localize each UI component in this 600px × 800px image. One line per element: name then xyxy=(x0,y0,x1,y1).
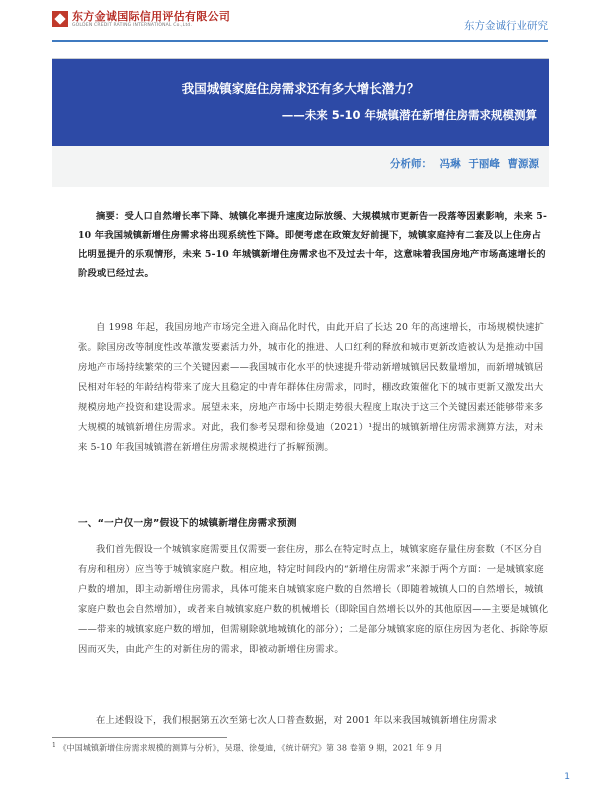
body-paragraph-1: 自 1998 年起，我国房地产市场完全进入商品化时代，由此开启了长达 20 年的高速增长，市场规模快速扩张。除国房改等制度性改革激发要素活力外，城市化的推进、人口红利的释放和城市更新改造被认为是推动中国房地产市场持续繁荣的三个关键因素——我国城市化水平的快速提升带动新增城镇居民数量增加，而新增城镇居民相对年轻的年龄结构带来了庞大且稳定的中青年群体住房需求，同时，棚改政策催化下的城市更新又激发出大规模房地产投资和建设需求。展望未来，房地产市场中长期走势很大程度上取决于这三个关键因素还能够带来多大规模的城镇新增住房需求。对此，我们参考吴璟和徐曼迪（2021）¹提出的城镇新增住房需求测算方法，对未来 5-10 年我国城镇潜在新增住房需求规模进行了拆解预测。 xyxy=(78,322,545,453)
logo-chinese-name: 东方金诚国际信用评估有限公司 xyxy=(72,10,231,23)
page-header xyxy=(0,0,600,46)
page-number: 1 xyxy=(564,772,570,782)
footnote-text: 《中国城镇新增住房需求规模的测算与分析》，吴璟、徐曼迪，《统计研究》第 38 卷第 9 期，2021 年 9 月 xyxy=(58,743,443,753)
report-category-tag: 东方金诚行业研究 xyxy=(464,20,548,32)
footnote-divider xyxy=(52,737,227,738)
analyst-names: 分析师： 冯琳 于丽峰 曹源源 xyxy=(390,158,539,170)
title-banner-background xyxy=(52,59,549,146)
footnote-mark: 1 xyxy=(52,742,56,749)
section-heading: 一、“一户仅一房”假设下的城镇新增住房需求预测 xyxy=(78,518,297,529)
title-banner xyxy=(52,58,549,187)
logo-icon xyxy=(52,11,68,27)
footnote xyxy=(52,742,443,754)
body-paragraph-2: 我们首先假设一个城镇家庭需要且仅需要一套住房，那么在特定时点上，城镇家庭存量住房套数（不区分自有房和租房）应当等于城镇家庭户数。相应地，特定时间段内的“新增住房需求”来源于两个方面：一是城镇家庭户数的增加，即主动新增住房需求，具体可能来自城镇家庭户数的自然增长（即随着城镇人口的自然增长，城镇家庭户数也会自然增加），或者来自城镇家庭户数的机械增长（即除国自然增长以外的其他原因——主要是城镇化——带来的城镇家庭户数的增加，但需剔除就地城镇化的部分）；二是部分城镇家庭的原住房因为老化、拆除等原因而灭失，由此产生的对新住房的需求，即被动新增住房需求。 xyxy=(78,544,549,655)
body-paragraph-3: 在上述假设下，我们根据第五次至第七次人口普查数据，对 2001 年以来我国城镇新增住房需求 xyxy=(96,715,498,726)
company-logo xyxy=(52,11,230,29)
report-subtitle: ——未来 5-10 年城镇潜在新增住房需求规模测算 xyxy=(281,108,537,122)
logo-english-name: GOLDEN CREDIT RATING INTERNATIONAL Co.,Ltd. xyxy=(72,23,193,28)
report-title: 我国城镇家庭住房需求还有多大增长潜力？ xyxy=(181,81,420,96)
header-divider xyxy=(52,40,548,42)
abstract: 摘要：受人口自然增长率下降、城镇化率提升速度边际放缓、大规模城市更新告一段落等因素影响，未来 5-10 年我国城镇新增住房需求将出现系统性下降。即便考虑在政策友好前提下，城镇家庭持有二套及以上住房占比明显提升的乐观情形，未来 5-10 年城镇新增住房需求也不及过去十年，这意味着我国房地产市场高速增长的阶段或已经过去。 xyxy=(78,211,548,279)
